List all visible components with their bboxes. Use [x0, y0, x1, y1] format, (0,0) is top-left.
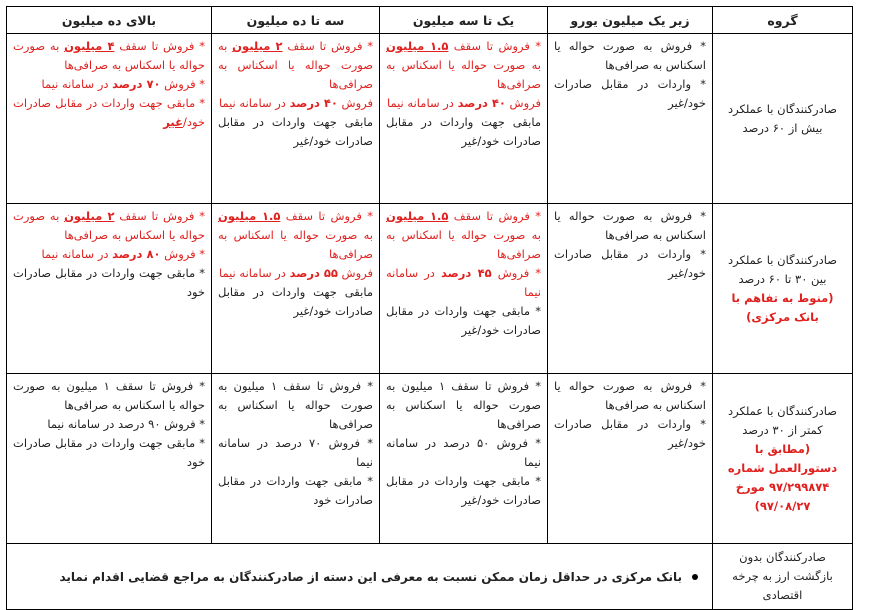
group-cell — [713, 204, 853, 374]
percent-highlight: ۵۵ درصد — [289, 266, 338, 280]
cell-line — [13, 207, 205, 245]
cell-one-to-three-million — [380, 374, 548, 544]
cell-line: * واردات در مقابل صادرات خود/غیر — [554, 247, 706, 280]
cell-line — [218, 94, 373, 113]
amount-highlight: ۴ میلیون — [64, 39, 115, 53]
cell-line — [386, 207, 541, 264]
cell-line: * واردات در مقابل صادرات خود/غیر — [554, 77, 706, 110]
cell-line: * مابقی جهت واردات در مقابل صادرات خود — [13, 266, 205, 299]
cell-line: مابقی جهت واردات در مقابل صادرات خود/غیر — [386, 115, 541, 148]
group-cell — [713, 34, 853, 204]
percent-highlight: ۴۰ درصد — [457, 96, 506, 110]
text: به صورت حواله یا اسکناس به صرافی‌ها — [218, 228, 373, 261]
note-text: بانک مرکزی در حداقل زمان ممکن نسبت به معرفی این دسته از صادرکنندگان به مراجع قضایی اقدام نماید — [59, 569, 682, 584]
text: * فروش تا سقف — [448, 39, 542, 53]
percent-highlight: ۴۵ درصد — [440, 266, 492, 280]
amount-highlight: ۲ میلیون — [232, 39, 283, 53]
cell-line: * فروش ۷۰ درصد در سامانه نیما — [218, 436, 373, 469]
cell-under-one-million — [548, 374, 713, 544]
cell-over-ten-million — [7, 374, 212, 544]
group-label: صادرکنندگان با عملکرد بین ۳۰ تا ۶۰ درصد — [728, 252, 837, 286]
header-group: گروه — [713, 7, 853, 34]
policy-table-wrapper — [6, 6, 852, 610]
group-label: صادرکنندگان با عملکرد کمتر از ۳۰ درصد — [728, 403, 837, 437]
text: به صورت حواله یا اسکناس به صرافی‌ها — [13, 209, 205, 242]
cell-line — [13, 37, 205, 75]
cell-line: * فروش ۹۰ درصد در سامانه نیما — [47, 417, 205, 431]
header-under-one-million: زیر یک میلیون یورو — [548, 7, 713, 34]
text: * مابقی جهت واردات در مقابل صادرات خود/ — [13, 96, 205, 129]
text: به صورت حواله یا اسکناس به صرافی‌ها — [218, 39, 373, 91]
cell-line — [218, 207, 373, 264]
cell-line: * فروش به صورت حواله یا اسکناس به صرافی‌ها — [554, 209, 706, 242]
note-cell — [7, 544, 713, 610]
text: در سامانه نیما — [41, 77, 113, 91]
text: فروش — [337, 96, 373, 110]
cell-line: * فروش ۵۰ درصد در سامانه نیما — [386, 436, 541, 469]
amount-highlight: ۱.۵ میلیون — [386, 39, 449, 53]
text: * فروش — [160, 77, 205, 91]
cell-line: * مابقی جهت واردات در مقابل صادرات خود/غیر — [386, 474, 541, 507]
cell-line: * فروش تا سقف ۱ میلیون به صورت حواله یا اسکناس به صرافی‌ها — [13, 379, 205, 412]
header-three-to-ten-million: سه تا ده میلیون — [212, 7, 380, 34]
amount-highlight: ۱.۵ میلیون — [386, 209, 449, 223]
cell-one-to-three-million — [380, 34, 548, 204]
text: در سامانه نیما — [41, 247, 113, 261]
text: * فروش — [491, 266, 542, 280]
cell-line — [13, 75, 205, 94]
table-row — [7, 204, 853, 374]
amount-highlight: ۲ میلیون — [64, 209, 115, 223]
bullet-icon — [692, 574, 698, 580]
cell-line: * مابقی جهت واردات در مقابل صادرات خود/غیر — [386, 304, 541, 337]
text: به صورت حواله یا اسکناس به صرافی‌ها — [13, 39, 205, 72]
cell-line: * فروش تا سقف ۱ میلیون به صورت حواله یا اسکناس به صرافی‌ها — [218, 379, 373, 431]
cell-line — [13, 245, 205, 264]
text: به صورت حواله یا اسکناس به صرافی‌ها — [386, 228, 541, 261]
cell-line — [218, 264, 373, 283]
cell-three-to-ten-million — [212, 34, 380, 204]
group-cell — [713, 374, 853, 544]
table-row — [7, 374, 853, 544]
group-condition: (مطابق با دستورالعمل شماره ۹۷/۲۹۹۸۷۴ مورخ ۹۷/۰۸/۲۷) — [727, 441, 838, 513]
text: * فروش تا سقف — [114, 39, 205, 53]
cell-line: * فروش به صورت حواله یا اسکناس به صرافی‌ها — [554, 39, 706, 72]
group-condition: (منوط به تفاهم با بانک مرکزی) — [731, 290, 834, 324]
header-row — [7, 7, 853, 34]
header-one-to-three-million: یک تا سه میلیون — [380, 7, 548, 34]
group-cell — [713, 544, 853, 610]
text: * فروش تا سقف — [114, 209, 205, 223]
cell-line — [13, 94, 205, 132]
text: * فروش تا سقف — [280, 209, 374, 223]
text: فروش — [505, 96, 541, 110]
group-label: صادرکنندگان بدون بازگشت ارز به چرخه اقتصادی — [732, 550, 833, 602]
cell-line: * فروش تا سقف ۱ میلیون به صورت حواله یا اسکناس به صرافی‌ها — [386, 379, 541, 431]
cell-under-one-million — [548, 204, 713, 374]
table-row — [7, 544, 853, 610]
cell-line: * واردات در مقابل صادرات خود/غیر — [554, 417, 706, 450]
cell-under-one-million — [548, 34, 713, 204]
text: در سامانه نیما — [218, 96, 290, 110]
text: * فروش تا سقف — [282, 39, 373, 53]
header-over-ten-million: بالای ده میلیون — [7, 7, 212, 34]
cell-over-ten-million — [7, 204, 212, 374]
text: در سامانه نیما — [218, 266, 290, 280]
cell-line — [386, 264, 541, 302]
text: به صورت حواله یا اسکناس به صرافی‌ها — [386, 58, 541, 91]
cell-line — [386, 37, 541, 94]
text: در سامانه نیما — [386, 266, 541, 299]
text: * فروش — [160, 247, 205, 261]
percent-highlight: ۷۰ درصد — [112, 77, 161, 91]
export-currency-policy-table — [6, 6, 853, 610]
percent-highlight: ۸۰ درصد — [112, 247, 161, 261]
cell-line: * مابقی جهت واردات در مقابل صادرات خود — [13, 436, 205, 469]
text-highlight: غیر — [163, 115, 183, 129]
cell-three-to-ten-million — [212, 204, 380, 374]
text: * فروش تا سقف — [448, 209, 542, 223]
cell-line — [218, 37, 373, 94]
text: در سامانه نیما — [386, 96, 458, 110]
text: فروش — [337, 266, 373, 280]
cell-line: * فروش به صورت حواله یا اسکناس به صرافی‌ها — [554, 379, 706, 412]
cell-over-ten-million — [7, 34, 212, 204]
table-row — [7, 34, 853, 204]
cell-line — [386, 94, 541, 113]
group-label: صادرکنندگان با عملکرد بیش از ۶۰ درصد — [728, 101, 837, 135]
amount-highlight: ۱.۵ میلیون — [218, 209, 281, 223]
percent-highlight: ۴۰ درصد — [289, 96, 338, 110]
cell-one-to-three-million — [380, 204, 548, 374]
cell-line: مابقی جهت واردات در مقابل صادرات خود/غیر — [218, 285, 373, 318]
cell-three-to-ten-million — [212, 374, 380, 544]
cell-line: مابقی جهت واردات در مقابل صادرات خود/غیر — [218, 115, 373, 148]
cell-line: * مابقی جهت واردات در مقابل صادرات خود — [218, 474, 373, 507]
